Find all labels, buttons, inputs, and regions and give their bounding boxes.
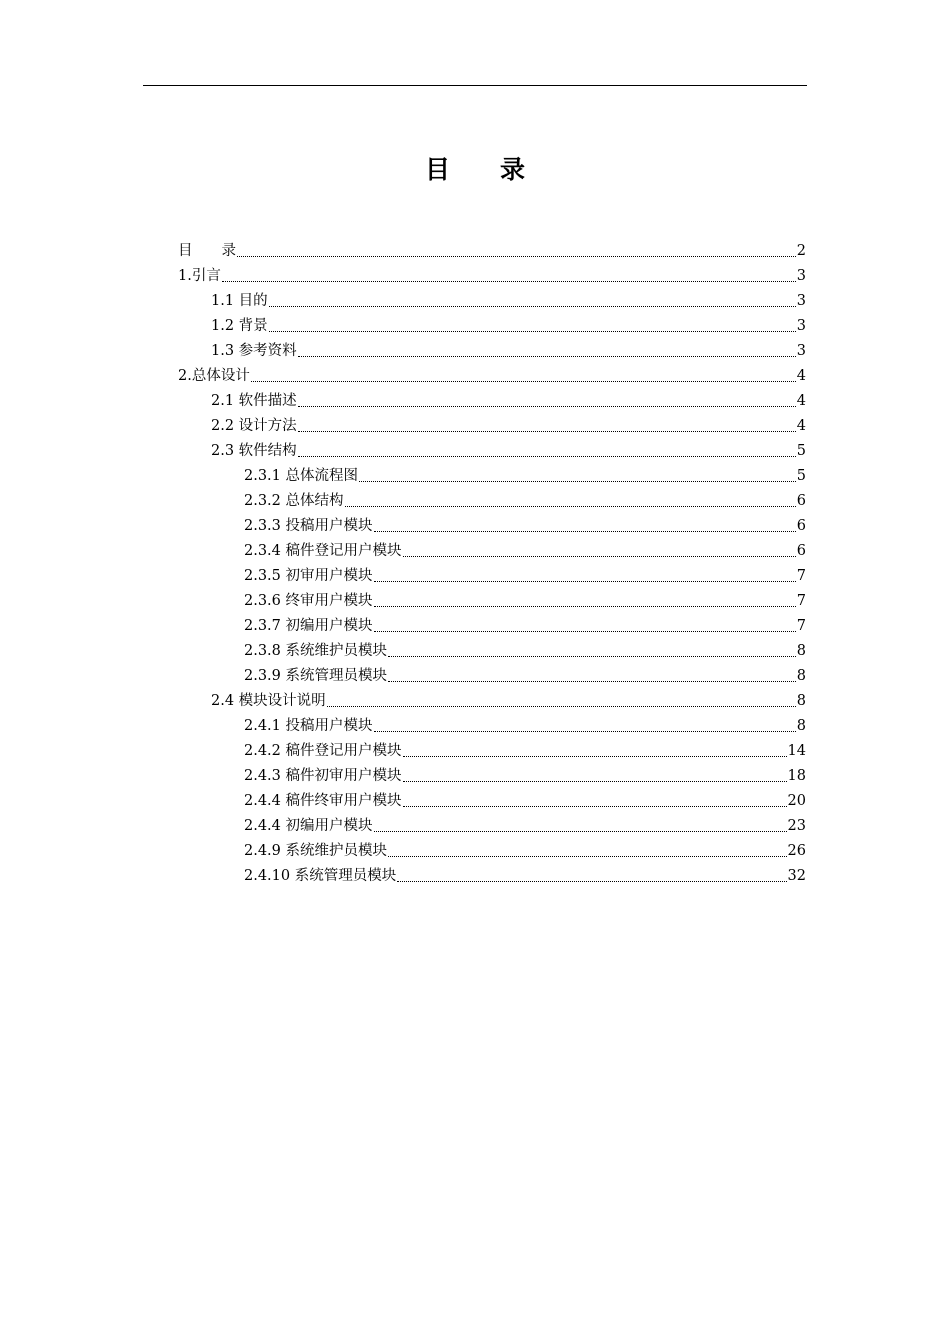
page-title: 目 录 <box>424 155 525 184</box>
toc-entry-label: 2.总体设计 <box>178 368 250 384</box>
toc-entry-label: 2.3.8 系统维护员模块 <box>244 643 388 659</box>
toc-entry-1-3[interactable] <box>211 336 806 361</box>
toc-entry-2[interactable] <box>178 361 806 386</box>
toc-entry-2-4-9[interactable] <box>244 836 806 861</box>
toc-entry-2-1[interactable] <box>211 386 806 411</box>
toc-entry-label: 2.4.1 投稿用户模块 <box>244 718 373 734</box>
toc-entry-label: 2.3.4 稿件登记用户模块 <box>244 543 402 559</box>
toc-entry-page: 3 <box>796 268 806 284</box>
dot-leader <box>237 256 796 257</box>
toc-entry-label: 2.1 软件描述 <box>211 393 297 409</box>
toc-entry-page: 7 <box>796 618 806 634</box>
toc-entry-label: 1.2 背景 <box>211 318 268 334</box>
toc-entry-label: 2.3.1 总体流程图 <box>244 468 359 484</box>
dot-leader <box>388 656 796 657</box>
toc-entry-label: 2.4.2 稿件登记用户模块 <box>244 743 402 759</box>
dot-leader <box>298 431 796 432</box>
toc-entry-label: 2.4.9 系统维护员模块 <box>244 843 388 859</box>
toc-entry-label: 2.3.6 终审用户模块 <box>244 593 373 609</box>
toc-entry-page: 26 <box>787 843 806 859</box>
dot-leader <box>374 606 796 607</box>
toc-entry-2-4-4[interactable] <box>244 786 806 811</box>
toc-entry-2-3-9[interactable] <box>244 661 806 686</box>
dot-leader <box>403 556 796 557</box>
toc-entry-page: 7 <box>796 593 806 609</box>
toc-entry-page: 7 <box>796 568 806 584</box>
toc-entry-2-3-3[interactable] <box>244 511 806 536</box>
toc-entry-label: 2.3.3 投稿用户模块 <box>244 518 373 534</box>
toc-entry-label: 2.4.4 初编用户模块 <box>244 818 373 834</box>
toc-entry-label: 2.4.3 稿件初审用户模块 <box>244 768 402 784</box>
dot-leader <box>269 331 796 332</box>
toc-entry-2-3-2[interactable] <box>244 486 806 511</box>
toc-entry-2-3-5[interactable] <box>244 561 806 586</box>
toc-entry-page: 8 <box>796 668 806 684</box>
toc-entry-page: 18 <box>787 768 806 784</box>
toc-entry-page: 8 <box>796 693 806 709</box>
toc-entry-1[interactable] <box>178 261 806 286</box>
toc-entry-1-2[interactable] <box>211 311 806 336</box>
toc-entry-page: 3 <box>796 343 806 359</box>
toc-entry-page: 20 <box>787 793 806 809</box>
dot-leader <box>374 831 787 832</box>
dot-leader <box>388 856 787 857</box>
toc-entry-label: 2.3.2 总体结构 <box>244 493 344 509</box>
toc-entry-page: 2 <box>796 243 806 259</box>
toc-entry-2-4-3[interactable] <box>244 761 806 786</box>
toc-entry-2-3-7[interactable] <box>244 611 806 636</box>
toc-entry-2-4-4b[interactable] <box>244 811 806 836</box>
dot-leader <box>388 681 796 682</box>
toc-entry-label: 1.1 目的 <box>211 293 268 309</box>
toc-entry-page: 23 <box>787 818 806 834</box>
toc-entry-page: 4 <box>796 393 806 409</box>
dot-leader <box>374 531 796 532</box>
toc-entry-page: 3 <box>796 318 806 334</box>
toc-entry-label: 目 录 <box>178 243 236 259</box>
toc-entry-2-4-2[interactable] <box>244 736 806 761</box>
dot-leader <box>298 356 796 357</box>
toc-entry-2-4-10[interactable] <box>244 861 806 886</box>
toc-entry-label: 2.3.9 系统管理员模块 <box>244 668 388 684</box>
dot-leader <box>374 631 796 632</box>
dot-leader <box>403 781 787 782</box>
dot-leader <box>327 706 796 707</box>
dot-leader <box>345 506 796 507</box>
dot-leader <box>222 281 796 282</box>
dot-leader <box>374 581 796 582</box>
dot-leader <box>374 731 796 732</box>
toc-entry-1-1[interactable] <box>211 286 806 311</box>
toc-entry-2-3[interactable] <box>211 436 806 461</box>
dot-leader <box>403 806 787 807</box>
toc-entry-2-3-1[interactable] <box>244 461 806 486</box>
toc-entry-label: 2.3.7 初编用户模块 <box>244 618 373 634</box>
toc-entry-2-2[interactable] <box>211 411 806 436</box>
header-rule <box>143 85 807 86</box>
dot-leader <box>403 756 787 757</box>
toc-entry-page: 8 <box>796 718 806 734</box>
toc-entry-2-3-4[interactable] <box>244 536 806 561</box>
dot-leader <box>359 481 796 482</box>
dot-leader <box>298 456 796 457</box>
toc-entry-label: 2.2 设计方法 <box>211 418 297 434</box>
dot-leader <box>397 881 786 882</box>
toc-entry-page: 4 <box>796 418 806 434</box>
toc-entry-page: 14 <box>787 743 806 759</box>
dot-leader <box>298 406 796 407</box>
toc-entry-2-4[interactable] <box>211 686 806 711</box>
toc-entry-contents[interactable] <box>178 236 806 261</box>
toc-entry-page: 4 <box>796 368 806 384</box>
toc-entry-label: 1.引言 <box>178 268 221 284</box>
toc-entry-page: 6 <box>796 493 806 509</box>
toc-entry-label: 2.3 软件结构 <box>211 443 297 459</box>
toc-entry-page: 32 <box>787 868 806 884</box>
toc-entry-label: 2.4.4 稿件终审用户模块 <box>244 793 402 809</box>
toc-entry-label: 2.3.5 初审用户模块 <box>244 568 373 584</box>
toc-entry-page: 5 <box>796 443 806 459</box>
dot-leader <box>269 306 796 307</box>
toc-entry-2-3-6[interactable] <box>244 586 806 611</box>
dot-leader <box>251 381 796 382</box>
toc-entry-page: 8 <box>796 643 806 659</box>
toc-entry-label: 2.4.10 系统管理员模块 <box>244 868 397 884</box>
toc-entry-page: 5 <box>796 468 806 484</box>
toc-entry-label: 2.4 模块设计说明 <box>211 693 326 709</box>
toc-entry-2-3-8[interactable] <box>244 636 806 661</box>
toc-entry-page: 6 <box>796 518 806 534</box>
toc-entry-label: 1.3 参考资料 <box>211 343 297 359</box>
toc-entry-page: 3 <box>796 293 806 309</box>
toc-entry-2-4-1[interactable] <box>244 711 806 736</box>
toc-entry-page: 6 <box>796 543 806 559</box>
